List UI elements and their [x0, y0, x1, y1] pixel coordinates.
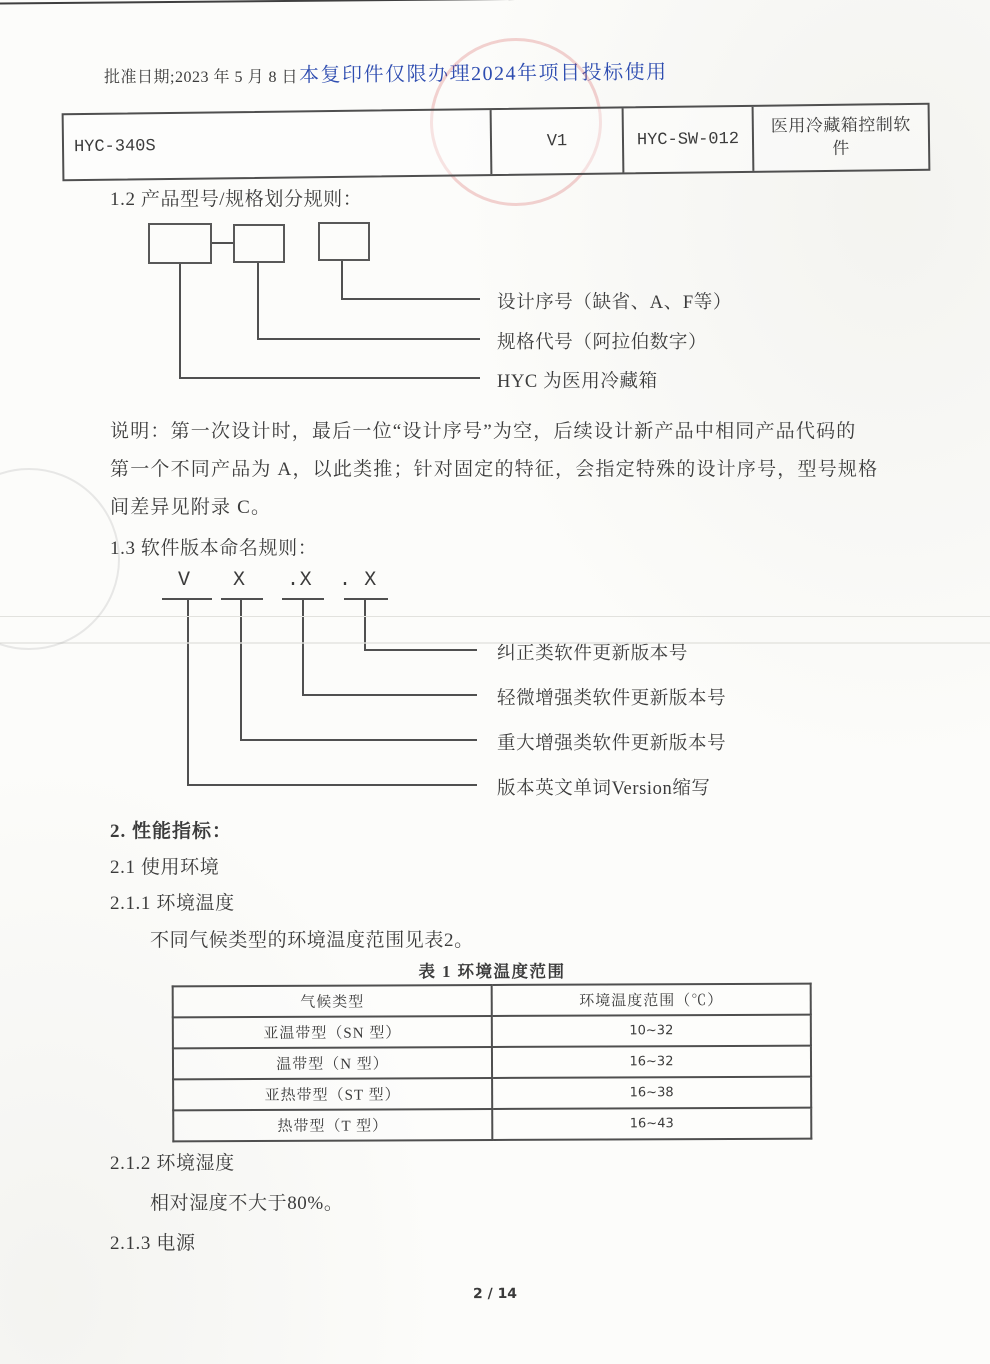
table-header-range: 环境温度范围（℃） — [492, 984, 811, 1016]
v-lead-line-3 — [302, 694, 477, 696]
version-label-minor: 轻微增强类软件更新版本号 — [497, 689, 727, 709]
range-cell: 16~38 — [492, 1077, 811, 1109]
version-part-x2: .X — [287, 569, 313, 592]
climate-cell: 温带型（N 型） — [173, 1047, 492, 1079]
v-lead-line-1 — [187, 784, 477, 786]
spec-lead-line — [257, 338, 480, 340]
table-row — [173, 1077, 811, 1111]
range-cell: 16~43 — [492, 1108, 811, 1140]
hyc-lead-line — [179, 377, 480, 379]
model-cell: HYC-340S — [73, 136, 156, 157]
approval-notice-text: 本复印件仅限办理2024年项目投标使用 — [298, 61, 668, 87]
document-info-table — [62, 103, 931, 182]
version-label-major: 重大增强类软件更新版本号 — [497, 734, 727, 754]
heading-1-3: 1.3 软件版本命名规则： — [110, 538, 318, 559]
note-line-1: 说明：第一次设计时，最后一位“设计序号”为空，后续设计新产品中相同产品代码的 — [110, 421, 857, 442]
para-2-1-1: 不同气候类型的环境温度范围见表2。 — [150, 930, 474, 951]
climate-cell: 亚热带型（ST 型） — [173, 1078, 492, 1110]
climate-cell: 热带型（T 型） — [173, 1109, 492, 1141]
range-cell: 16~32 — [492, 1046, 811, 1078]
design-serial-label: 设计序号（缺省、A、F等） — [497, 293, 732, 313]
software-name-cell — [752, 105, 929, 171]
approval-date-text: 批准日期;2023 年 5 月 8 日 — [104, 69, 298, 86]
software-name-text: 医用冷藏箱控制软件 — [770, 114, 911, 158]
v-drop-line-3 — [302, 600, 304, 696]
heading-2-1-2: 2.1.2 环境湿度 — [110, 1153, 235, 1174]
software-code-cell: HYC-SW-012 — [622, 107, 753, 173]
page-number: 2 / 14 — [472, 1285, 518, 1303]
table-row — [173, 1015, 811, 1049]
model-box-spec — [233, 224, 285, 263]
underline-seg-4 — [344, 598, 388, 600]
v-drop-line-1 — [187, 600, 189, 786]
table-header-climate: 气候类型 — [173, 985, 492, 1017]
table1-title: 表 1 环境温度范围 — [418, 962, 566, 981]
design-drop-line — [341, 261, 343, 300]
heading-2: 2. 性能指标： — [110, 821, 233, 842]
para-2-1-2: 相对湿度不大于80%。 — [150, 1193, 344, 1214]
hyc-label: HYC 为医用冷藏箱 — [497, 372, 658, 392]
model-box-series — [148, 223, 212, 264]
heading-2-1: 2.1 使用环境 — [110, 857, 220, 878]
hyc-drop-line — [179, 264, 181, 379]
design-lead-line — [341, 298, 480, 300]
temperature-table — [172, 983, 813, 1143]
version-part-x3: . X — [339, 569, 377, 592]
model-box-design — [318, 222, 370, 261]
spec-drop-line — [257, 263, 259, 340]
table-row — [173, 1108, 811, 1142]
scan-fold-line-1 — [0, 616, 990, 617]
v-lead-line-2 — [240, 739, 477, 741]
v-drop-line-2 — [240, 600, 242, 741]
scan-watermark-arc — [0, 468, 120, 650]
underline-seg-2 — [221, 598, 263, 600]
range-cell: 10~32 — [492, 1015, 811, 1047]
table-row-header — [173, 984, 811, 1018]
v-lead-line-4 — [364, 649, 477, 651]
box-connector-line — [212, 242, 233, 244]
table-row — [173, 1046, 811, 1080]
version-cell: V1 — [490, 108, 623, 174]
climate-cell: 亚温带型（SN 型） — [173, 1016, 492, 1048]
version-label-v-word: 版本英文单词Version缩写 — [497, 779, 711, 799]
note-line-3: 间差异见附录 C。 — [110, 497, 272, 518]
heading-2-1-1: 2.1.1 环境温度 — [110, 893, 235, 914]
header-underline — [0, 0, 572, 4]
heading-1-2: 1.2 产品型号/规格划分规则： — [110, 189, 363, 210]
version-part-x1: X — [233, 569, 246, 592]
scan-fold-line-2 — [0, 642, 990, 644]
note-line-2: 第一个不同产品为 A，以此类推；针对固定的特征，会指定特殊的设计序号，型号规格 — [110, 459, 879, 480]
heading-2-1-3: 2.1.3 电源 — [110, 1233, 196, 1254]
version-part-v: V — [178, 569, 191, 592]
version-label-correction: 纠正类软件更新版本号 — [497, 644, 689, 664]
spec-code-label: 规格代号（阿拉伯数字） — [497, 333, 708, 353]
